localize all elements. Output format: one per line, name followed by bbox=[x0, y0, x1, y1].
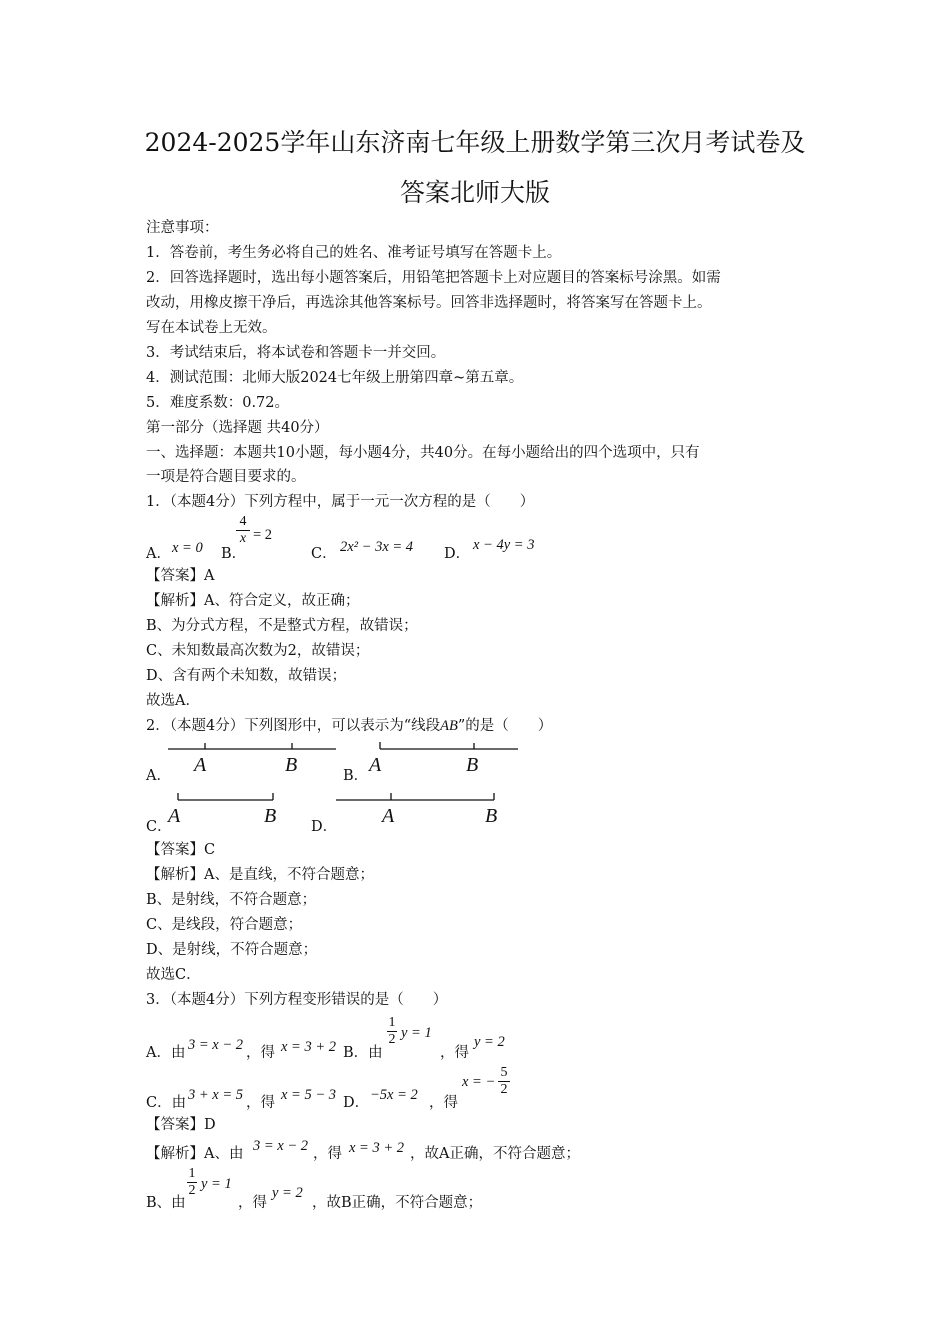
q3-analysis-text: ，得 bbox=[313, 1146, 342, 1162]
q1-option-d-label: D． bbox=[444, 546, 471, 562]
q3-analysis-text: ，得 bbox=[238, 1195, 267, 1211]
notice-heading: 注意事项： bbox=[146, 220, 219, 236]
fraction-denominator: 2 bbox=[500, 1082, 508, 1097]
point-label-b: B bbox=[264, 805, 277, 827]
q3-option-c-label: C．由 bbox=[146, 1095, 187, 1111]
point-label-a: A bbox=[194, 754, 207, 776]
q3-option-d-eq1: −5x = 2 bbox=[370, 1087, 418, 1103]
q3-option-b-text: ，得 bbox=[440, 1045, 469, 1061]
q1-option-b-expr: = 2 bbox=[253, 527, 273, 543]
q2-stem-text: ”的是（ ） bbox=[457, 718, 553, 734]
q3-option-c-eq2: x = 5 − 3 bbox=[281, 1087, 337, 1103]
q2-option-a-label: A． bbox=[146, 768, 171, 784]
q1-analysis: B、为分式方程，不是整式方程，故错误； bbox=[146, 618, 418, 634]
notice-item: 2．回答选择题时，选出每小题答案后，用铅笔把答题卡上对应题目的答案标号涂黑。如需 bbox=[146, 270, 721, 286]
q3-option-a-eq2: x = 3 + 2 bbox=[281, 1039, 337, 1055]
point-label-b: B bbox=[485, 805, 498, 827]
q1-option-a-expr: x = 0 bbox=[172, 540, 203, 556]
q2-option-d-label: D． bbox=[311, 819, 338, 835]
q3-option-d-label: D． bbox=[343, 1095, 370, 1111]
notice-item: 3．考试结束后，将本试卷和答题卡一并交回。 bbox=[146, 345, 446, 361]
q3-option-a-text: ，得 bbox=[246, 1045, 275, 1061]
q3-analysis-text: ，故A正确，不符合题意； bbox=[410, 1146, 580, 1162]
q2-analysis: 【解析】A、是直线，不符合题意； bbox=[146, 867, 374, 883]
point-label-a: A bbox=[382, 805, 395, 827]
fraction-denominator: x bbox=[239, 531, 247, 546]
q3-option-d-fraction bbox=[498, 1065, 510, 1098]
q2-figure-a bbox=[168, 743, 336, 776]
part1-intro: 一项是符合题目要求的。 bbox=[146, 469, 306, 485]
notice-item: 写在本试卷上无效。 bbox=[146, 320, 277, 336]
title-line-1: 2024-2025学年山东济南七年级上册数学第三次月考试卷及 bbox=[144, 128, 806, 157]
q3-option-c-text: ，得 bbox=[246, 1095, 275, 1111]
part1-heading: 第一部分（选择题 共40分） bbox=[146, 420, 329, 436]
q1-option-c-expr: 2x² − 3x = 4 bbox=[340, 539, 414, 555]
q1-analysis: 故选A． bbox=[146, 693, 200, 709]
notice-item: 改动，用橡皮擦干净后，再选涂其他答案标号。回答非选择题时，将答案写在答题卡上。 bbox=[146, 295, 712, 311]
q2-figure-c bbox=[166, 793, 276, 827]
q3-analysis-text: ，故B正确，不符合题意； bbox=[312, 1195, 483, 1211]
q3-analysis-eq: y = 1 bbox=[201, 1176, 232, 1192]
q3-option-a-eq1: 3 = x − 2 bbox=[188, 1037, 244, 1053]
q3-option-d-text: ，得 bbox=[429, 1095, 458, 1111]
q3-analysis-eq: x = 3 + 2 bbox=[349, 1140, 405, 1156]
q2-answer: 【答案】C bbox=[146, 842, 216, 858]
notice-item: 1．答卷前，考生务必将自己的姓名、准考证号填写在答题卡上。 bbox=[146, 245, 562, 261]
fraction-denominator: 2 bbox=[388, 1032, 396, 1047]
q1-option-b-fraction bbox=[236, 514, 250, 547]
title-line-2: 答案北师大版 bbox=[399, 178, 550, 207]
q3-option-b-eq2: y = 2 bbox=[474, 1034, 505, 1050]
q3-analysis-eq: 3 = x − 2 bbox=[253, 1138, 309, 1154]
fraction-numerator: 4 bbox=[239, 514, 247, 529]
q3-answer: 【答案】D bbox=[146, 1117, 216, 1133]
q2-option-b-label: B． bbox=[343, 768, 369, 784]
q1-option-d-expr: x − 4y = 3 bbox=[473, 537, 535, 553]
q3-analysis-eq: y = 2 bbox=[272, 1185, 303, 1201]
q3-analysis-prefix: 【解析】A、由 bbox=[146, 1146, 244, 1162]
q3-option-a-label: A．由 bbox=[146, 1045, 186, 1061]
q2-figure-d bbox=[336, 793, 497, 827]
fraction-numerator: 5 bbox=[500, 1065, 508, 1080]
q1-answer: 【答案】A bbox=[146, 568, 215, 584]
q1-stem: 1．（本题4分）下列方程中，属于一元一次方程的是（ ） bbox=[146, 494, 535, 510]
fraction-numerator: 1 bbox=[388, 1015, 396, 1030]
q3-option-c-eq1: 3 + x = 5 bbox=[188, 1087, 244, 1103]
q2-analysis: B、是射线，不符合题意； bbox=[146, 892, 317, 908]
point-label-b: B bbox=[285, 754, 298, 776]
q2-analysis: C、是线段，符合题意； bbox=[146, 917, 303, 933]
part1-intro: 一、选择题：本题共10小题，每小题4分，共40分。在每小题给出的四个选项中，只有 bbox=[146, 445, 700, 461]
q1-option-b-label: B． bbox=[221, 546, 247, 562]
q2-stem bbox=[146, 716, 552, 736]
q3-option-b-fraction bbox=[387, 1015, 397, 1048]
fraction-numerator: 1 bbox=[188, 1166, 196, 1181]
q3-analysis-fraction bbox=[187, 1166, 197, 1199]
q3-option-b-label: B．由 bbox=[343, 1045, 383, 1061]
q2-stem-text: 2．（本题4分）下列图形中，可以表示为“线段 bbox=[146, 718, 441, 734]
q1-analysis: D、含有两个未知数，故错误； bbox=[146, 668, 347, 684]
fraction-denominator: 2 bbox=[188, 1183, 196, 1198]
point-label-a: A bbox=[168, 805, 181, 827]
point-label-b: B bbox=[466, 754, 479, 776]
q2-option-c-label: C． bbox=[146, 819, 172, 835]
q2-stem-ab: AB bbox=[440, 718, 458, 734]
q1-analysis: C、未知数最高次数为2，故错误； bbox=[146, 643, 370, 659]
point-label-a: A bbox=[369, 754, 382, 776]
q2-figure-b bbox=[367, 742, 518, 776]
q3-option-b-eq1: y = 1 bbox=[401, 1025, 432, 1041]
q1-option-a-label: A． bbox=[146, 546, 171, 562]
q3-analysis-prefix: B、由 bbox=[146, 1195, 186, 1211]
q1-option-c-label: C． bbox=[311, 546, 337, 562]
q1-analysis: 【解析】A、符合定义，故正确； bbox=[146, 593, 360, 609]
notice-item: 4．测试范围：北师大版2024七年级上册第四章~第五章。 bbox=[146, 370, 524, 386]
q3-stem: 3．（本题4分）下列方程变形错误的是（ ） bbox=[146, 992, 448, 1008]
q3-option-d-eq2: x = − bbox=[462, 1074, 496, 1090]
notice-item: 5．难度系数：0.72。 bbox=[146, 395, 290, 411]
q2-analysis: D、是射线，不符合题意； bbox=[146, 942, 318, 958]
q2-analysis: 故选C． bbox=[146, 967, 201, 983]
